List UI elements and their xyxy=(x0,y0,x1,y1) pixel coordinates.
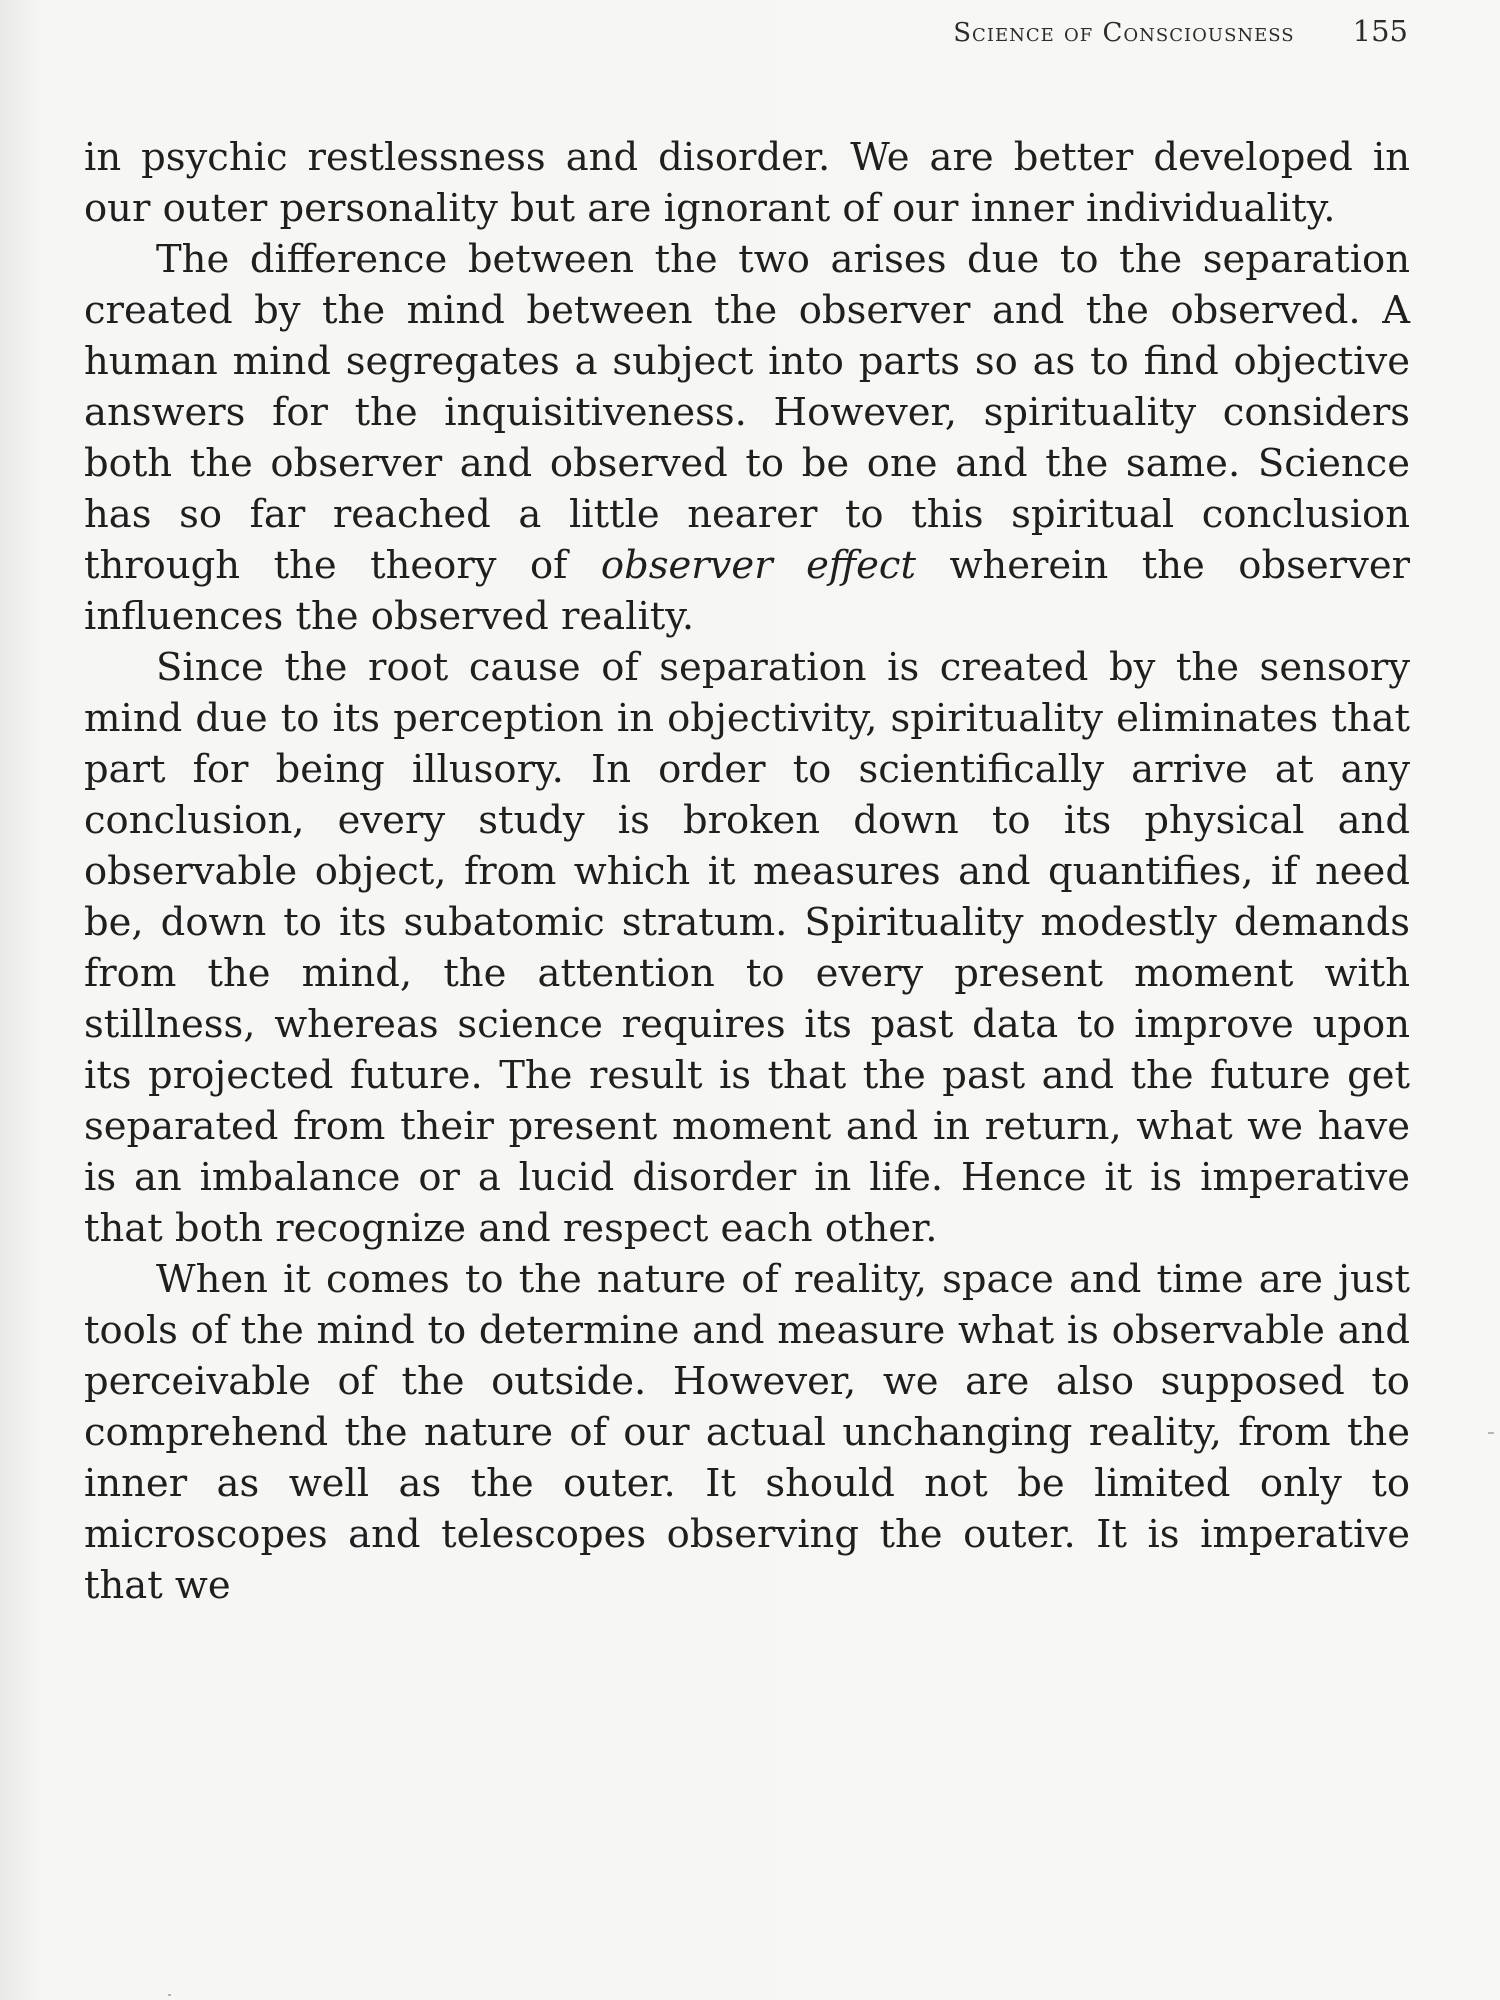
paragraph-1: in psychic restlessness and disorder. We are better developed in our outer personality but are ignorant of our inner individuality. xyxy=(84,135,1410,231)
scan-speck xyxy=(1488,1432,1494,1434)
running-head xyxy=(953,14,1408,62)
running-title: Science of Consciousness xyxy=(953,18,1295,48)
page-number: 155 xyxy=(1352,14,1408,48)
scan-speck xyxy=(168,1994,171,1996)
paragraph-2-text-end: wherein the observer influences the observed reality. xyxy=(84,543,1411,639)
italic-term-observer-effect: observer effect xyxy=(600,543,916,588)
paragraph-4: When it comes to the nature of reality, space and time are just tools of the mind to determine and measure what is observable and perceivable of the outside. However, we are also supposed to comprehend the nature of our actual unchanging reality, from the inner as well as the outer. It should not be limited only to microscopes and telescopes observing the outer. It is imperative that we xyxy=(84,1257,1410,1608)
paragraph-2 xyxy=(84,234,1410,642)
body-text xyxy=(84,132,1410,1611)
paragraph-3: Since the root cause of separation is created by the sensory mind due to its perception in objectivity, spirituality eliminates that part for being illusory. In order to scientifically arrive at any conclusion, every study is broken down to its physical and observable object, from which it measures and quantifies, if need be, down to its subatomic stratum. Spirituality modestly demands from the mind, the attention to every present moment with stillness, whereas science requires its past data to improve upon its projected future. The result is that the past and the future get separated from their present moment and in return, what we have is an imbalance or a lucid disorder in life. Hence it is imperative that both recognize and respect each other. xyxy=(84,645,1410,1251)
paragraph-2-text-start: The difference between the two arises due to the separation created by the mind between the observer and the observed. A human mind segregates a subject into parts so as to find objective answers for the inquisitiveness. However, spirituality considers both the observer and observed to be one and the same. Science has so far reached a little nearer to this spiritual conclusion through the theory of xyxy=(84,237,1410,588)
